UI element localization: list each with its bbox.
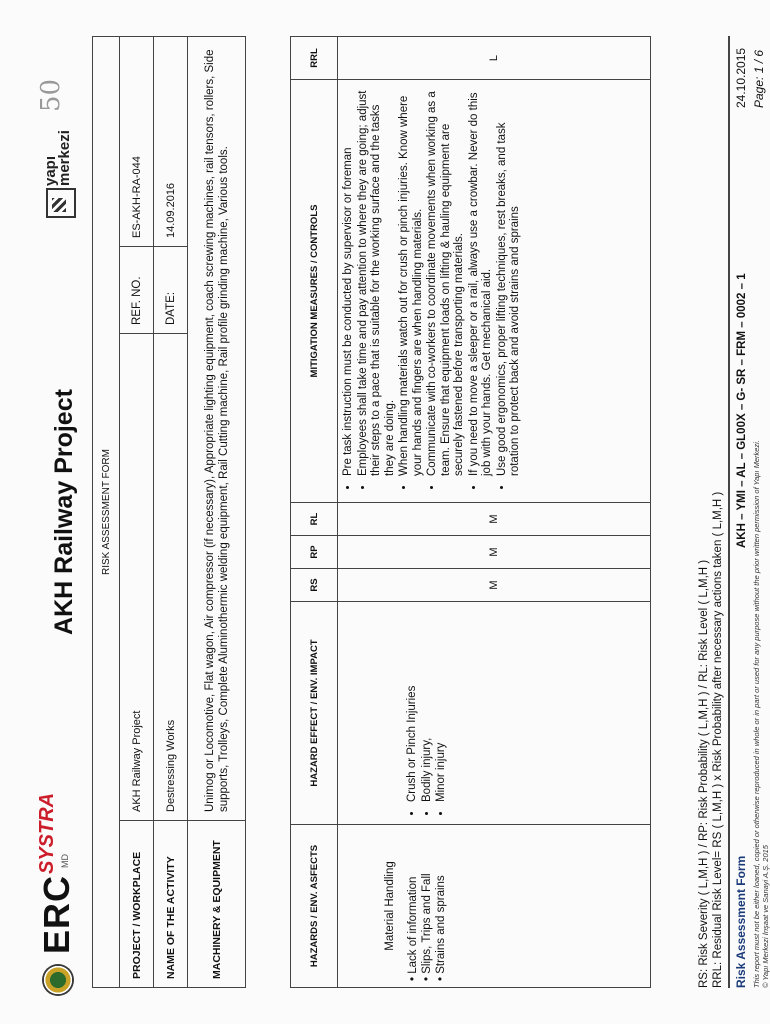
footer-page-number: Page: 1 / 6 (752, 49, 766, 108)
hazards-list (406, 831, 448, 981)
mitigation-cell (338, 80, 651, 503)
logo-erc: ERC (36, 874, 77, 954)
list-item: • When handling materials watch out for crush or pinch injuries. Know where your hands and fingers are when handling materials. (398, 90, 425, 476)
footer-copyright-note: This report must not be either loaned, copied or otherwise reproduced in whole or in part or used for any purpose without the prior written permission of Yapı Merkezi. (752, 440, 761, 988)
footer-form-name: Risk Assessment Form (734, 855, 748, 988)
legend-line-2: RRL: Residual Risk Level= RS ( L,M,H ) x Risk Probability after necessary actions taken ( L,M,H ) (712, 491, 724, 988)
effects-cell (338, 602, 651, 825)
hazards-cell (338, 825, 651, 988)
footer-doc-code: AKH – YMI – AL – GL00X – G- SR – FRM – 0002 – 1 (736, 273, 748, 548)
list-item: • If you need to move a sleeper or a rail, always use a crowbar. Never do this job with your hands. Get mechanical aid. (468, 90, 495, 476)
activity-label: NAME OF THE ACTIVITY (154, 821, 188, 988)
project-label: PROJECT / WORKPLACE (120, 821, 154, 988)
list-item: • Communicate with co-workers to coordinate movements when working as a team. Ensure that equipment loads on lifting & hauling equipment are securely fastened before transporting materials. (426, 90, 467, 476)
logo-systra: SYSTRA (36, 792, 58, 874)
legend-line-1: RS: Risk Severity ( L,M,H ) / RP: Risk Probability ( L,M,H ) / RL: Risk Level ( L,M,H ) (698, 559, 710, 988)
date-label: DATE: (154, 247, 188, 334)
machinery-value: Unimog or Locomotive, Flat wagon, Air compressor (if necessary), Appropriate lighting equipment, coach screwing machines, rail tensors, rollers, Side supports, Trolleys, Complete Aluminothermic welding equipment, Rail Cutting machine, Rail profile grinding machine, Various tools. (188, 37, 246, 821)
header-rp: RP (291, 536, 338, 569)
logo-yapi-line1: yapı (42, 155, 59, 186)
logo-yapi-line2: merkezi (56, 130, 73, 186)
list-item: • Lack of information (407, 876, 419, 981)
effects-list (406, 608, 449, 818)
list-item: • Employees shall take time and pay attention to where they are going; adjust their steps to a pace that is suitable for the working surface and the tasks they are doing. (357, 90, 398, 476)
yapi-merkezi-mark-icon (46, 188, 76, 218)
ref-value: ES-AKH-RA-044 (120, 37, 154, 247)
machinery-label: MACHINERY & EQUIPMENT (188, 821, 246, 988)
header-rrl: RRL (291, 37, 338, 80)
header-mitigation: MITIGATION MEASURES / CONTROLS (291, 80, 338, 503)
list-item: • Bodily injury, (421, 608, 435, 802)
logo-systra-sub: MD (60, 854, 70, 868)
list-item: • Strains and sprains (435, 875, 447, 981)
list-item: • Pre task instruction must be conducted by supervisor or foreman (342, 90, 356, 476)
list-item: • Slips, Trips and Fall (421, 873, 433, 981)
hazard-title: Material Handling (384, 861, 396, 951)
page-title: AKH Railway Project (50, 389, 78, 635)
list-item: • Use good ergonomics, proper lifting techniques, rest breaks, and task rotation to protect back and avoid strains and sprains (496, 90, 523, 476)
logo-yapi-merkezi (44, 130, 72, 186)
list-item: • Minor injury (435, 608, 449, 802)
mitigation-list (342, 90, 523, 492)
list-item: • Crush or Pinch Injuries (406, 608, 420, 802)
footer-copyright-line: © Yapı Merkezi İnşaat ve Sanayi A.Ş. 2015 (761, 845, 770, 988)
rrl-value: L (338, 37, 651, 80)
anniversary-50-logo: 50 (36, 78, 66, 112)
header-rs: RS (291, 569, 338, 602)
ref-label: REF. NO. (120, 247, 154, 334)
rl-value: M (338, 503, 651, 536)
rs-value: M (338, 569, 651, 602)
header-hazards: HAZARDS / ENV. ASFECTS (291, 825, 338, 988)
date-value: 14.09.2016 (154, 37, 188, 247)
footer-date: 24.10.2015 (734, 47, 748, 108)
form-title: RISK ASSESSMENT FORM (93, 37, 120, 988)
rp-value: M (338, 536, 651, 569)
project-value: AKH Railway Project (120, 334, 154, 821)
info-table (92, 36, 246, 988)
header-effects: HAZARD EFFECT / ENV. IMPACT (291, 602, 338, 825)
risk-table (290, 36, 651, 988)
footer (728, 36, 770, 988)
activity-value: Destressing Works (154, 334, 188, 821)
header-rl: RL (291, 503, 338, 536)
